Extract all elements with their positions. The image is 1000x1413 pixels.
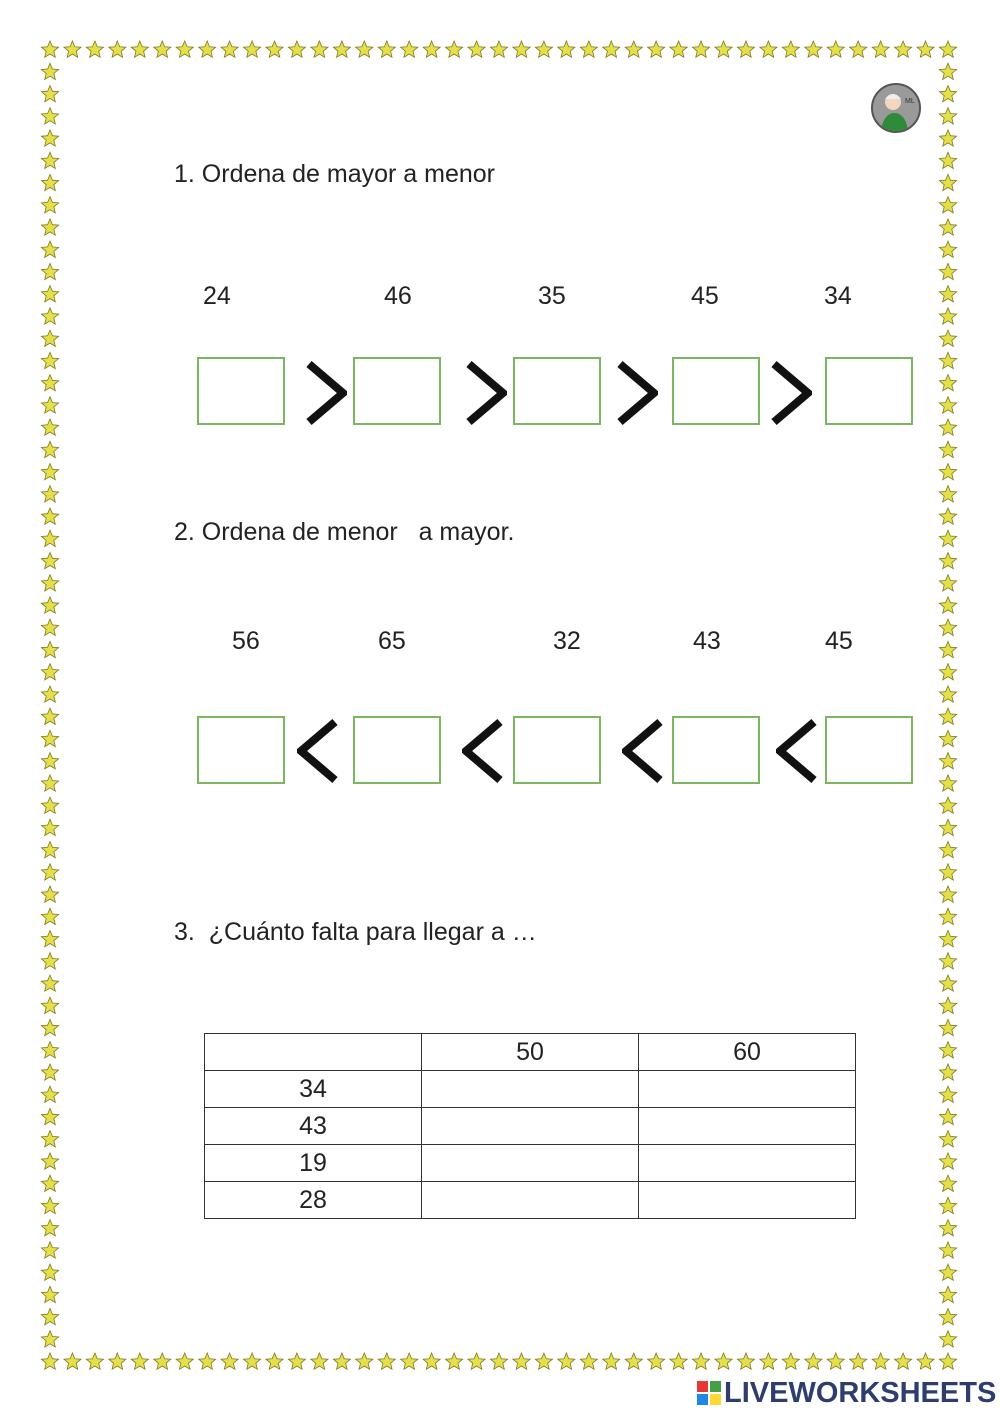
border-star-icon bbox=[939, 753, 956, 769]
less-than-icon bbox=[622, 718, 664, 784]
s1-answer-box-5[interactable] bbox=[825, 357, 913, 425]
border-star-icon bbox=[41, 775, 58, 791]
border-star-icon bbox=[939, 263, 956, 279]
border-star-icon bbox=[401, 1353, 418, 1369]
border-star-icon bbox=[311, 41, 328, 57]
svg-text:ML: ML bbox=[905, 98, 915, 105]
answer-cell[interactable] bbox=[639, 1182, 856, 1219]
border-star-icon bbox=[64, 1353, 81, 1369]
border-star-icon bbox=[558, 41, 575, 57]
border-star-icon bbox=[288, 1353, 305, 1369]
border-star-icon bbox=[490, 41, 507, 57]
border-star-icon bbox=[41, 931, 58, 947]
border-star-icon bbox=[760, 41, 777, 57]
s2-answer-box-4[interactable] bbox=[672, 716, 760, 784]
border-star-icon bbox=[939, 441, 956, 457]
border-star-icon bbox=[939, 797, 956, 813]
border-star-icon bbox=[805, 41, 822, 57]
border-star-icon bbox=[41, 575, 58, 591]
s2-answer-box-3[interactable] bbox=[513, 716, 601, 784]
border-star-icon bbox=[41, 197, 58, 213]
border-star-icon bbox=[266, 41, 283, 57]
greater-than-icon bbox=[465, 360, 507, 426]
s2-number-5: 45 bbox=[825, 627, 853, 655]
border-star-icon bbox=[41, 330, 58, 346]
greater-than-icon bbox=[305, 360, 347, 426]
border-star-icon bbox=[41, 708, 58, 724]
border-star-icon bbox=[603, 41, 620, 57]
border-star-icon bbox=[41, 1197, 58, 1213]
border-star-icon bbox=[131, 1353, 148, 1369]
border-star-icon bbox=[401, 41, 418, 57]
border-star-icon bbox=[333, 1353, 350, 1369]
border-star-icon bbox=[805, 1353, 822, 1369]
table-header-cell bbox=[205, 1034, 422, 1071]
border-star-icon bbox=[41, 842, 58, 858]
border-star-icon bbox=[939, 619, 956, 635]
border-star-icon bbox=[939, 41, 956, 57]
table-header-cell: 60 bbox=[639, 1034, 856, 1071]
teacher-avatar-icon bbox=[871, 83, 921, 133]
border-star-icon bbox=[939, 375, 956, 391]
border-star-icon bbox=[670, 1353, 687, 1369]
border-star-icon bbox=[176, 41, 193, 57]
answer-cell[interactable] bbox=[639, 1145, 856, 1182]
border-star-icon bbox=[109, 1353, 126, 1369]
border-star-icon bbox=[41, 1064, 58, 1080]
border-star-icon bbox=[41, 286, 58, 302]
border-star-icon bbox=[41, 1353, 58, 1369]
table-row bbox=[205, 1182, 856, 1219]
border-star-icon bbox=[41, 352, 58, 368]
border-star-icon bbox=[41, 508, 58, 524]
greater-than-icon bbox=[616, 360, 658, 426]
border-star-icon bbox=[939, 686, 956, 702]
border-star-icon bbox=[939, 641, 956, 657]
answer-cell[interactable] bbox=[422, 1108, 639, 1145]
border-star-icon bbox=[558, 1353, 575, 1369]
border-star-icon bbox=[41, 174, 58, 190]
border-star-icon bbox=[939, 197, 956, 213]
border-star-icon bbox=[715, 41, 732, 57]
border-star-icon bbox=[41, 108, 58, 124]
border-star-icon bbox=[41, 953, 58, 969]
border-star-icon bbox=[939, 308, 956, 324]
border-star-icon bbox=[41, 152, 58, 168]
border-star-icon bbox=[41, 1264, 58, 1280]
border-star-icon bbox=[939, 575, 956, 591]
border-star-icon bbox=[244, 1353, 261, 1369]
border-star-icon bbox=[41, 219, 58, 235]
border-star-icon bbox=[939, 286, 956, 302]
border-star-icon bbox=[41, 641, 58, 657]
border-star-icon bbox=[131, 41, 148, 57]
border-star-icon bbox=[41, 1331, 58, 1347]
border-star-icon bbox=[41, 597, 58, 613]
border-star-icon bbox=[468, 1353, 485, 1369]
border-star-icon bbox=[939, 553, 956, 569]
border-star-icon bbox=[939, 1086, 956, 1102]
border-star-icon bbox=[737, 41, 754, 57]
border-star-icon bbox=[895, 1353, 912, 1369]
border-star-icon bbox=[872, 1353, 889, 1369]
border-star-icon bbox=[939, 86, 956, 102]
table-row bbox=[205, 1108, 856, 1145]
border-star-icon bbox=[513, 41, 530, 57]
border-star-icon bbox=[41, 864, 58, 880]
border-star-icon bbox=[895, 41, 912, 57]
border-star-icon bbox=[41, 797, 58, 813]
border-star-icon bbox=[109, 41, 126, 57]
border-star-icon bbox=[41, 997, 58, 1013]
s1-answer-box-1[interactable] bbox=[197, 357, 285, 425]
border-star-icon bbox=[490, 1353, 507, 1369]
less-than-icon bbox=[297, 718, 339, 784]
border-star-icon bbox=[64, 41, 81, 57]
border-star-icon bbox=[939, 708, 956, 724]
border-star-icon bbox=[41, 441, 58, 457]
border-star-icon bbox=[513, 1353, 530, 1369]
row-label: 19 bbox=[205, 1145, 422, 1182]
border-star-icon bbox=[939, 1042, 956, 1058]
answer-cell[interactable] bbox=[639, 1071, 856, 1108]
border-star-icon bbox=[939, 397, 956, 413]
border-star-icon bbox=[625, 41, 642, 57]
border-star-icon bbox=[939, 864, 956, 880]
border-star-icon bbox=[939, 1175, 956, 1191]
border-star-icon bbox=[41, 1042, 58, 1058]
table-row bbox=[205, 1071, 856, 1108]
border-star-icon bbox=[939, 1264, 956, 1280]
border-star-icon bbox=[535, 1353, 552, 1369]
border-star-icon bbox=[939, 886, 956, 902]
border-star-icon bbox=[939, 819, 956, 835]
border-star-icon bbox=[670, 41, 687, 57]
s2-answer-box-5[interactable] bbox=[825, 716, 913, 784]
border-star-icon bbox=[41, 1220, 58, 1236]
s1-answer-box-2[interactable] bbox=[353, 357, 441, 425]
border-star-icon bbox=[939, 1131, 956, 1147]
border-star-icon bbox=[939, 330, 956, 346]
border-star-icon bbox=[939, 486, 956, 502]
border-star-icon bbox=[41, 753, 58, 769]
border-star-icon bbox=[41, 1086, 58, 1102]
border-star-icon bbox=[41, 553, 58, 569]
border-star-icon bbox=[939, 464, 956, 480]
border-star-icon bbox=[580, 41, 597, 57]
border-star-icon bbox=[850, 41, 867, 57]
greater-than-icon bbox=[770, 360, 812, 426]
border-star-icon bbox=[41, 819, 58, 835]
border-star-icon bbox=[580, 1353, 597, 1369]
answer-cell[interactable] bbox=[639, 1108, 856, 1145]
border-star-icon bbox=[41, 1019, 58, 1035]
border-star-icon bbox=[41, 908, 58, 924]
border-star-icon bbox=[221, 1353, 238, 1369]
border-star-icon bbox=[41, 686, 58, 702]
border-star-icon bbox=[782, 41, 799, 57]
border-star-icon bbox=[872, 41, 889, 57]
border-star-icon bbox=[939, 1220, 956, 1236]
s2-number-1: 56 bbox=[232, 627, 260, 655]
border-star-icon bbox=[939, 152, 956, 168]
border-star-icon bbox=[939, 1331, 956, 1347]
section2-heading: 2. Ordena de menor a mayor. bbox=[174, 518, 515, 546]
less-than-icon bbox=[776, 718, 818, 784]
border-star-icon bbox=[423, 41, 440, 57]
border-star-icon bbox=[288, 41, 305, 57]
border-star-icon bbox=[378, 1353, 395, 1369]
border-star-icon bbox=[41, 975, 58, 991]
border-star-icon bbox=[939, 975, 956, 991]
border-star-icon bbox=[939, 730, 956, 746]
border-star-icon bbox=[939, 1353, 956, 1369]
border-star-icon bbox=[378, 41, 395, 57]
border-star-icon bbox=[41, 397, 58, 413]
border-star-icon bbox=[939, 130, 956, 146]
border-star-icon bbox=[41, 1175, 58, 1191]
border-star-icon bbox=[86, 1353, 103, 1369]
border-star-icon bbox=[939, 1197, 956, 1213]
border-star-icon bbox=[939, 108, 956, 124]
border-star-icon bbox=[41, 464, 58, 480]
border-star-icon bbox=[939, 597, 956, 613]
s1-number-1: 24 bbox=[203, 282, 231, 310]
border-star-icon bbox=[939, 530, 956, 546]
table-row bbox=[205, 1145, 856, 1182]
section3-heading: 3. ¿Cuánto falta para llegar a … bbox=[174, 918, 537, 946]
border-star-icon bbox=[939, 174, 956, 190]
answer-cell[interactable] bbox=[422, 1182, 639, 1219]
border-star-icon bbox=[782, 1353, 799, 1369]
border-star-icon bbox=[625, 1353, 642, 1369]
border-star-icon bbox=[939, 1309, 956, 1325]
answer-cell[interactable] bbox=[422, 1145, 639, 1182]
distance-table bbox=[204, 1033, 856, 1219]
border-star-icon bbox=[154, 1353, 171, 1369]
s1-number-2: 46 bbox=[384, 282, 412, 310]
border-star-icon bbox=[41, 530, 58, 546]
s2-number-2: 65 bbox=[378, 627, 406, 655]
border-star-icon bbox=[850, 1353, 867, 1369]
liveworksheets-logo-icon bbox=[697, 1381, 721, 1405]
border-star-icon bbox=[939, 508, 956, 524]
border-star-icon bbox=[648, 1353, 665, 1369]
border-star-icon bbox=[41, 1286, 58, 1302]
border-star-icon bbox=[41, 1108, 58, 1124]
answer-cell[interactable] bbox=[422, 1071, 639, 1108]
border-star-icon bbox=[356, 1353, 373, 1369]
border-star-icon bbox=[468, 41, 485, 57]
border-star-icon bbox=[939, 953, 956, 969]
border-star-icon bbox=[939, 775, 956, 791]
s1-number-4: 45 bbox=[691, 282, 719, 310]
border-star-icon bbox=[41, 63, 58, 79]
border-star-icon bbox=[715, 1353, 732, 1369]
liveworksheets-watermark[interactable] bbox=[697, 1376, 996, 1410]
border-star-icon bbox=[760, 1353, 777, 1369]
border-star-icon bbox=[199, 1353, 216, 1369]
border-star-icon bbox=[41, 486, 58, 502]
border-star-icon bbox=[939, 1153, 956, 1169]
border-star-icon bbox=[41, 619, 58, 635]
border-star-icon bbox=[41, 308, 58, 324]
s2-number-3: 32 bbox=[553, 627, 581, 655]
border-star-icon bbox=[939, 842, 956, 858]
less-than-icon bbox=[462, 718, 504, 784]
border-star-icon bbox=[86, 41, 103, 57]
border-star-icon bbox=[41, 1309, 58, 1325]
s2-number-4: 43 bbox=[693, 627, 721, 655]
border-star-icon bbox=[41, 41, 58, 57]
border-star-icon bbox=[423, 1353, 440, 1369]
border-star-icon bbox=[939, 908, 956, 924]
watermark-text: LIVEWORKSHEETS bbox=[724, 1376, 997, 1409]
border-star-icon bbox=[41, 130, 58, 146]
border-star-icon bbox=[917, 41, 934, 57]
border-star-icon bbox=[41, 419, 58, 435]
s2-answer-box-1[interactable] bbox=[197, 716, 285, 784]
border-star-icon bbox=[939, 241, 956, 257]
border-star-icon bbox=[939, 1286, 956, 1302]
border-star-icon bbox=[356, 41, 373, 57]
border-star-icon bbox=[693, 41, 710, 57]
border-star-icon bbox=[939, 1019, 956, 1035]
section1-heading: 1. Ordena de mayor a menor bbox=[174, 160, 495, 188]
border-star-icon bbox=[737, 1353, 754, 1369]
row-label: 34 bbox=[205, 1071, 422, 1108]
border-star-icon bbox=[41, 1242, 58, 1258]
border-star-icon bbox=[41, 730, 58, 746]
border-star-icon bbox=[221, 41, 238, 57]
s1-number-3: 35 bbox=[538, 282, 566, 310]
s1-answer-box-3[interactable] bbox=[513, 357, 601, 425]
s1-number-5: 34 bbox=[824, 282, 852, 310]
border-star-icon bbox=[41, 263, 58, 279]
border-star-icon bbox=[199, 41, 216, 57]
border-star-icon bbox=[939, 219, 956, 235]
border-star-icon bbox=[939, 419, 956, 435]
border-star-icon bbox=[939, 1108, 956, 1124]
s2-answer-box-2[interactable] bbox=[353, 716, 441, 784]
border-star-icon bbox=[535, 41, 552, 57]
border-star-icon bbox=[939, 352, 956, 368]
border-star-icon bbox=[939, 997, 956, 1013]
border-star-icon bbox=[333, 41, 350, 57]
border-star-icon bbox=[41, 664, 58, 680]
row-label: 28 bbox=[205, 1182, 422, 1219]
border-star-icon bbox=[311, 1353, 328, 1369]
border-star-icon bbox=[917, 1353, 934, 1369]
border-star-icon bbox=[603, 1353, 620, 1369]
border-star-icon bbox=[176, 1353, 193, 1369]
border-star-icon bbox=[827, 41, 844, 57]
border-star-icon bbox=[648, 41, 665, 57]
row-label: 43 bbox=[205, 1108, 422, 1145]
border-star-icon bbox=[446, 41, 463, 57]
border-star-icon bbox=[41, 1131, 58, 1147]
border-star-icon bbox=[41, 241, 58, 257]
border-star-icon bbox=[41, 375, 58, 391]
border-star-icon bbox=[939, 1064, 956, 1080]
border-star-icon bbox=[693, 1353, 710, 1369]
border-star-icon bbox=[939, 63, 956, 79]
s1-answer-box-4[interactable] bbox=[672, 357, 760, 425]
border-star-icon bbox=[446, 1353, 463, 1369]
border-star-icon bbox=[41, 1153, 58, 1169]
border-star-icon bbox=[154, 41, 171, 57]
table-header-cell: 50 bbox=[422, 1034, 639, 1071]
border-star-icon bbox=[266, 1353, 283, 1369]
border-star-icon bbox=[41, 86, 58, 102]
border-star-icon bbox=[827, 1353, 844, 1369]
border-star-icon bbox=[939, 1242, 956, 1258]
table-header-row bbox=[205, 1034, 856, 1071]
border-star-icon bbox=[41, 886, 58, 902]
border-star-icon bbox=[244, 41, 261, 57]
border-star-icon bbox=[939, 664, 956, 680]
border-star-icon bbox=[939, 931, 956, 947]
